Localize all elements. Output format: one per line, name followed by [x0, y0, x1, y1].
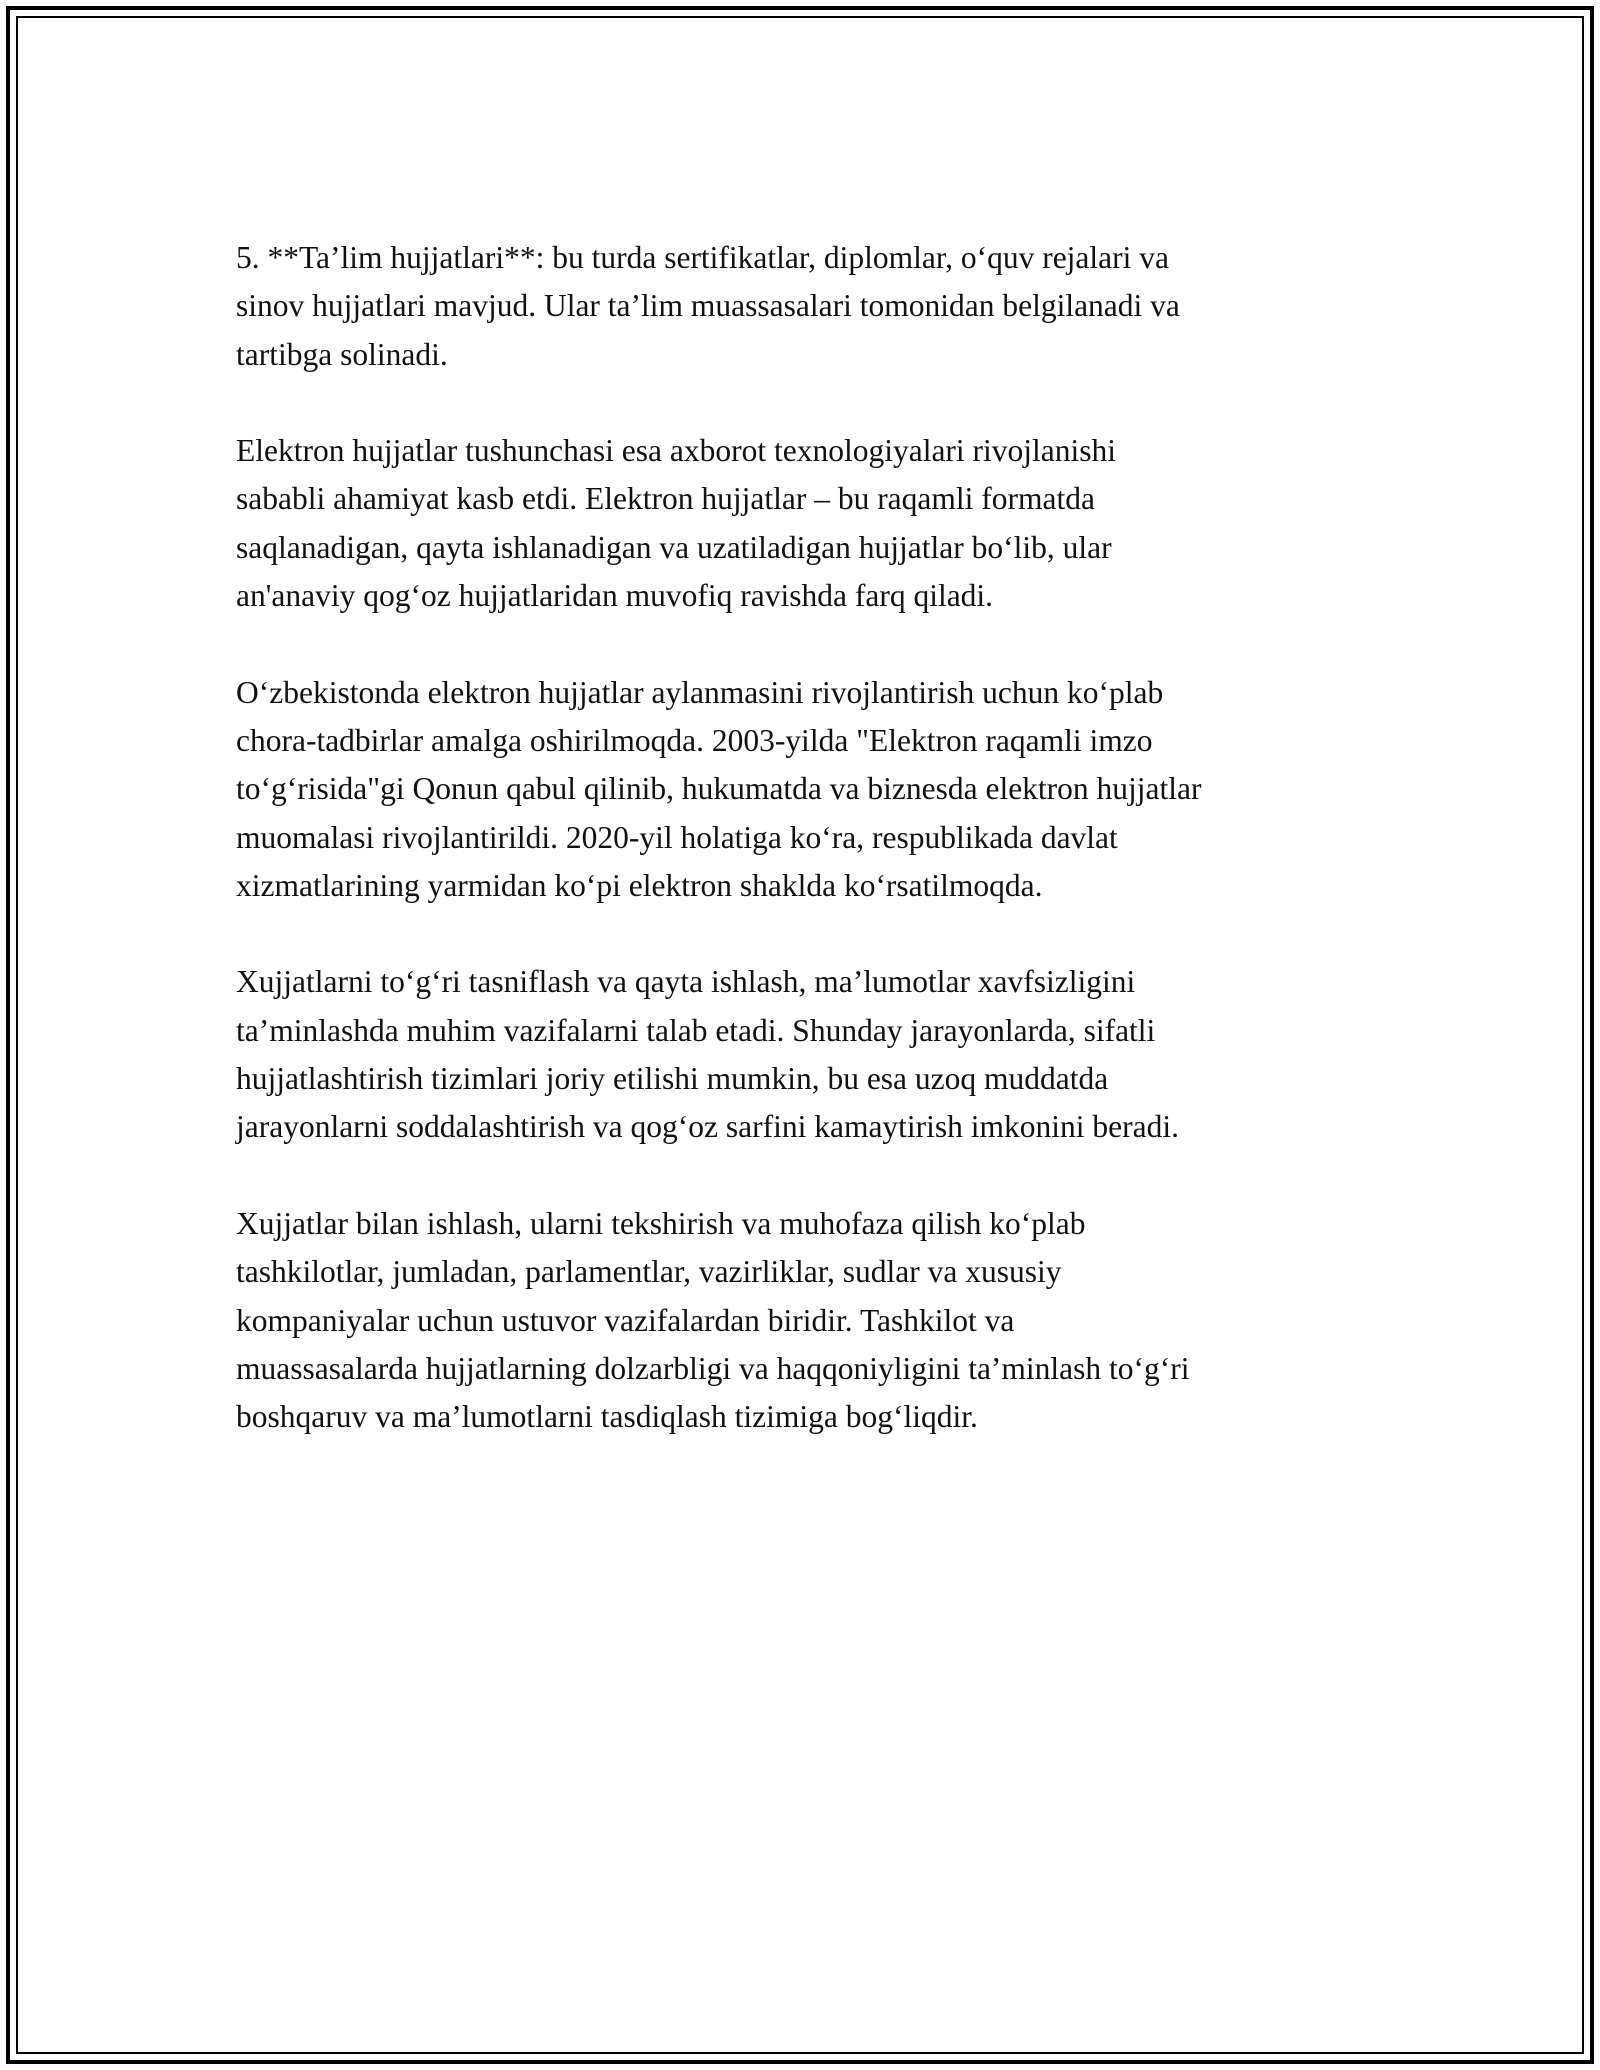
paragraph-document-protection: Xujjatlar bilan ishlash, ularni tekshirish va muhofaza qilish ko‘plab tashkilotlar, jumladan, parlamentlar, vazirliklar, sudlar va xususiy kompaniyalar uchun ustuvor vazifalardan biridir. Tashkilot va muassasalarda hujjatlarning dolzarbligi va haqqoniyligini ta’minlash to‘g‘ri boshqaruv va ma’lumotlarni tasdiqlash tizimiga bog‘liqdir. — [236, 1205, 1190, 1435]
paragraph-uzbekistan-e-documents: O‘zbekistonda elektron hujjatlar aylanmasini rivojlantirish uchun ko‘plab chora-tadbirlar amalga oshirilmoqda. 2003-yilda "Elektron raqamli imzo to‘g‘risida"gi Qonun qabul qilinib, hukumatda va biznesda elektron hujjatlar muomalasi rivojlantirildi. 2020-yil holatiga ko‘ra, respublikada davlat xizmatlarining yarmidan ko‘pi elektron shaklda ko‘rsatilmoqda. — [236, 674, 1202, 903]
paragraph-education-documents: 5. **Ta’lim hujjatlari**: bu turda sertifikatlar, diplomlar, o‘quv rejalari va sinov hujjatlari mavjud. Ular ta’lim muassasalari tomonidan belgilanadi va tartibga solinadi. — [236, 240, 1180, 372]
paragraph-electronic-documents-concept: Elektron hujjatlar tushunchasi esa axborot texnologiyalari rivojlanishi sababli ahamiyat kasb etdi. Elektron hujjatlar – bu raqamli formatda saqlanadigan, qayta ishlanadigan va uzatiladigan hujjatlar bo‘lib, ular an'anaviy qog‘oz hujjatlaridan muvofiq ravishda farq qiladi. — [236, 433, 1117, 614]
document-body — [236, 234, 1386, 1490]
paragraph-document-classification: Xujjatlarni to‘g‘ri tasniflash va qayta ishlash, ma’lumotlar xavfsizligini ta’minlashda muhim vazifalarni talab etadi. Shunday jarayonlarda, sifatli hujjatlashtirish tizimlari joriy etilishi mumkin, bu esa uzoq muddatda jarayonlarni soddalashtirish va qog‘oz sarfini kamaytirish imkonini beradi. — [236, 964, 1180, 1145]
